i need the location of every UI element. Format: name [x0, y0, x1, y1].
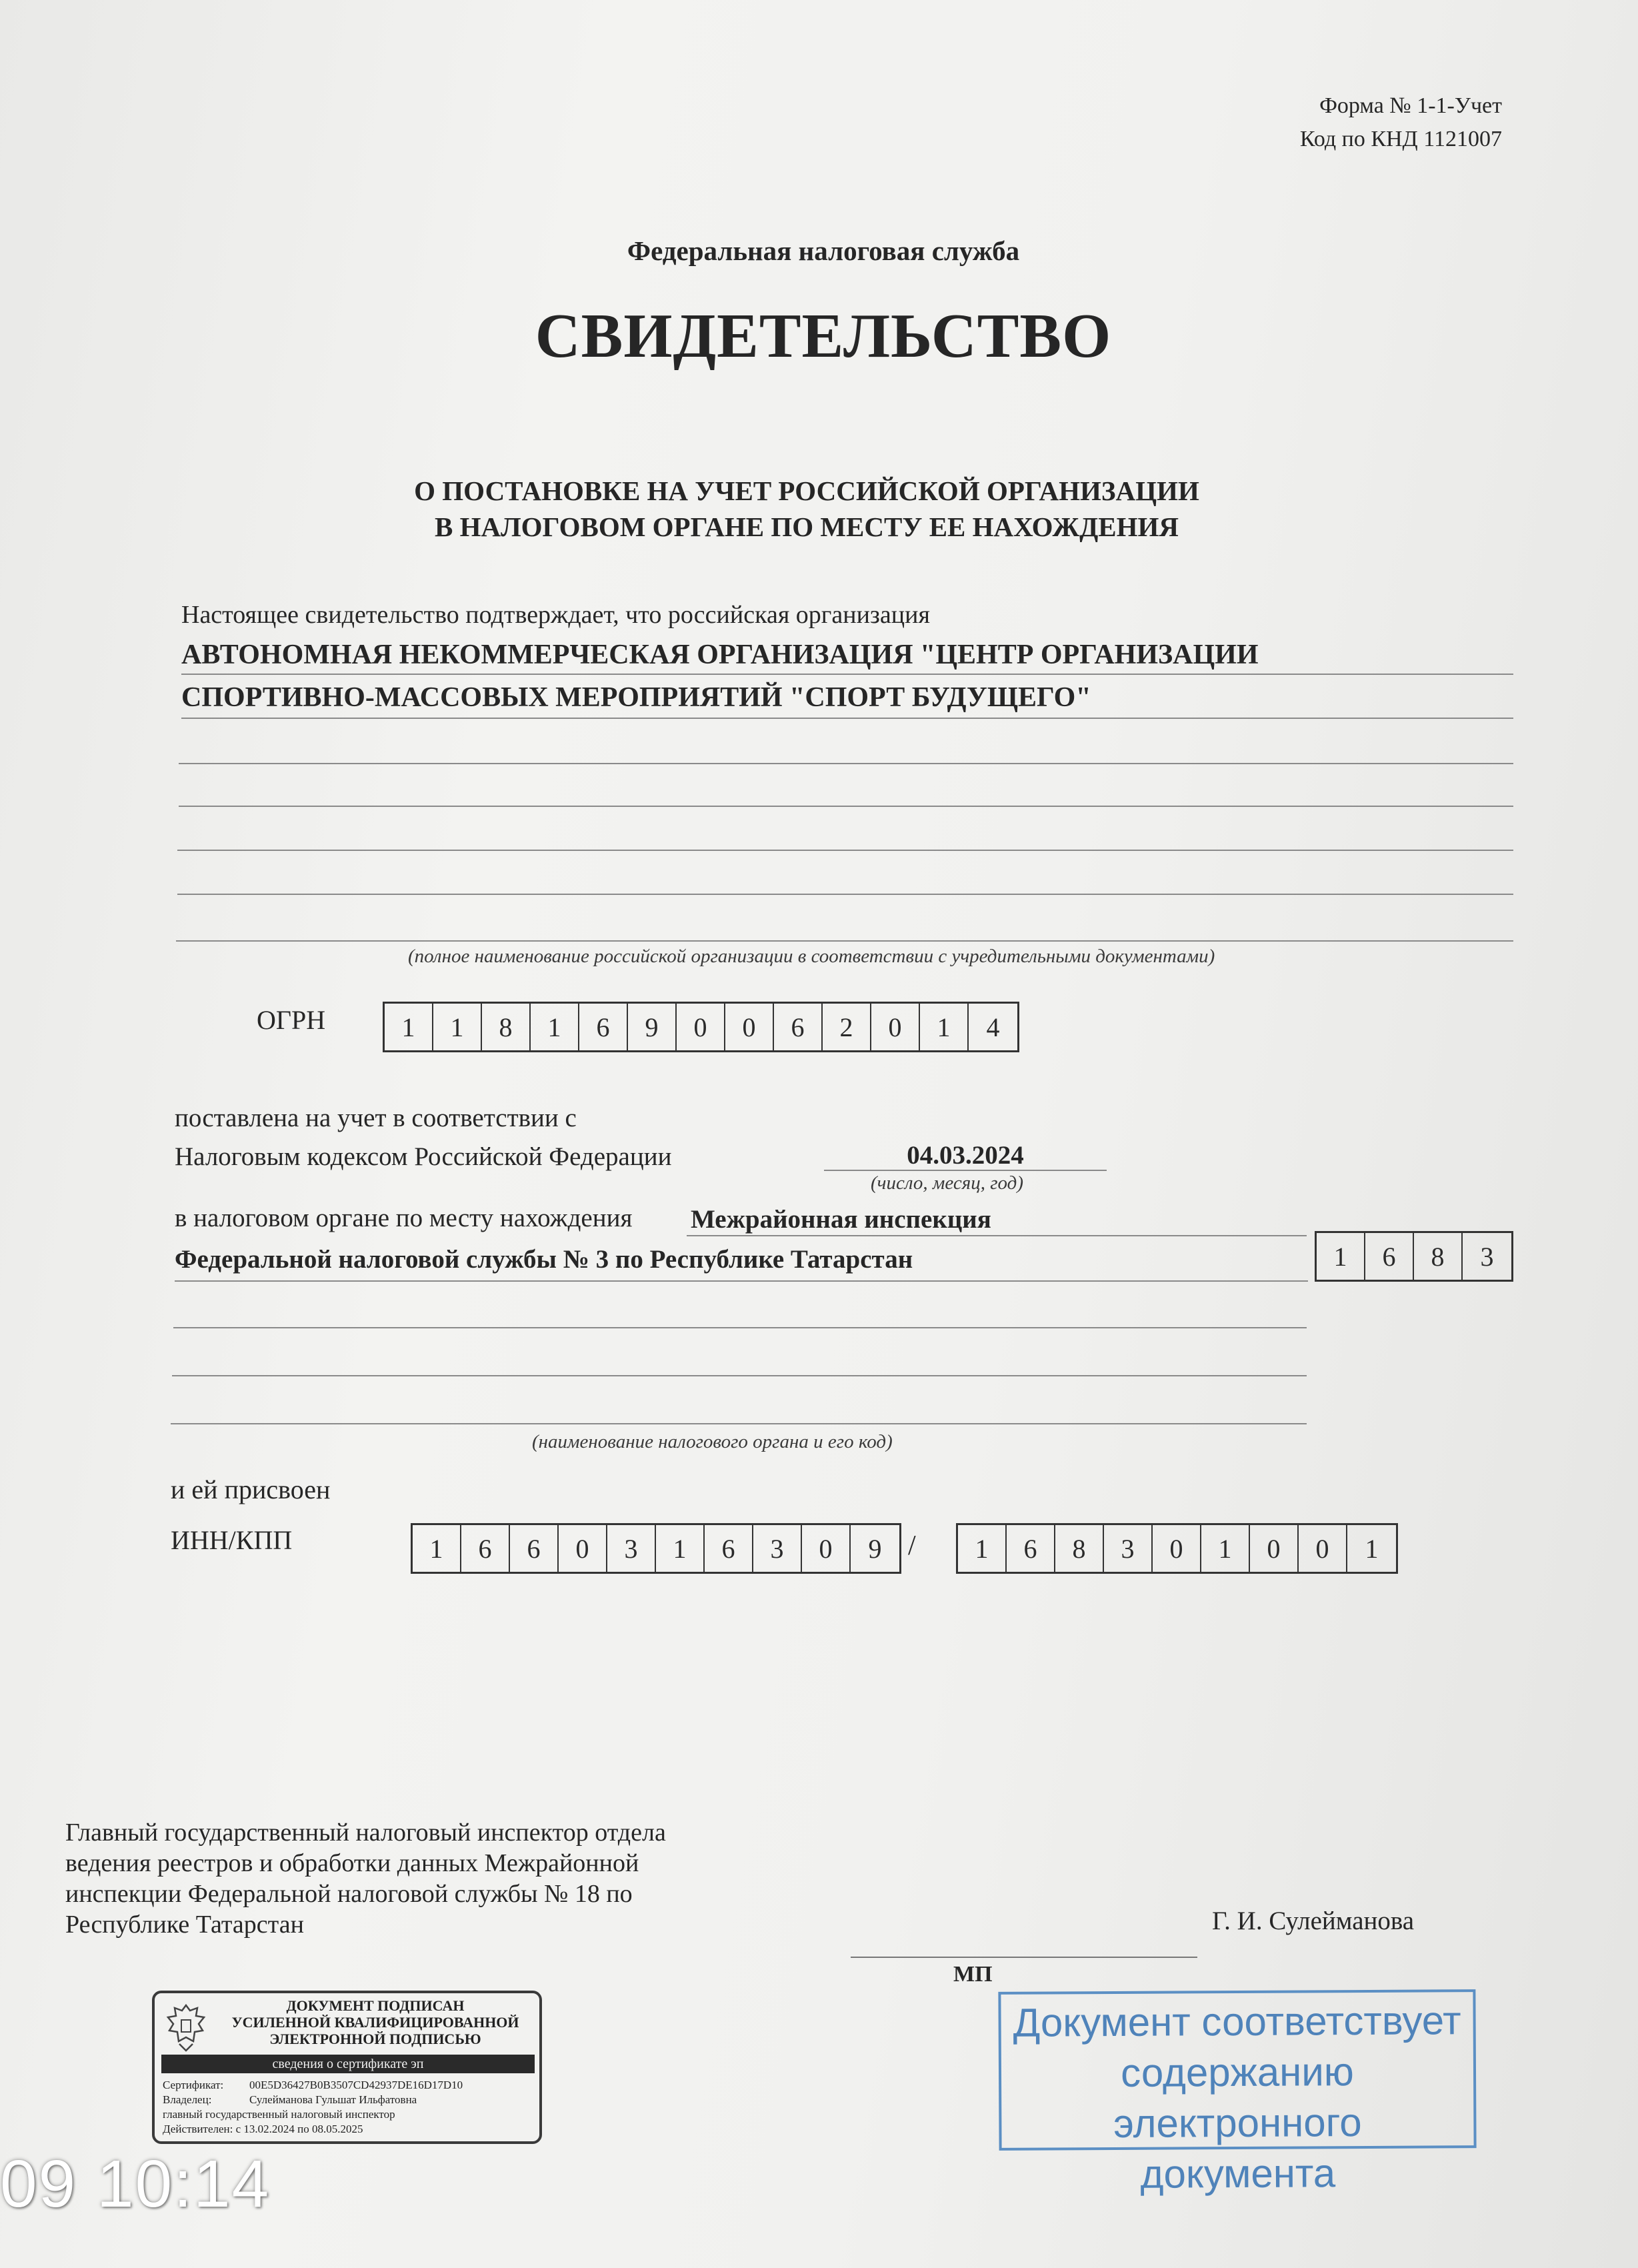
kpp-digit: 6 — [1007, 1525, 1055, 1572]
kpp-digit: 0 — [1153, 1525, 1201, 1572]
inn-digit: 9 — [868, 1533, 882, 1564]
ogrn-digit: 1 — [433, 1004, 482, 1050]
esig-valid-row — [163, 2123, 363, 2136]
organ-line-3 — [173, 1327, 1307, 1328]
esig-owner-value: Сулейманова Гульшат Ильфатовна — [249, 2093, 417, 2106]
esig-position: главный государственный налоговый инспектор — [163, 2108, 395, 2121]
signatory-line-1: Главный государственный налоговый инспектор отдела — [65, 1819, 666, 1847]
ogrn-label: ОГРН — [257, 1005, 326, 1035]
kpp-digit: 0 — [1299, 1525, 1347, 1572]
esig-heading-line-1: ДОКУМЕНТ ПОДПИСАН — [286, 1997, 465, 2014]
org-line-2 — [181, 718, 1513, 719]
signatory-line-2: ведения реестров и обработки данных Межрайонной — [65, 1849, 639, 1877]
photo-timestamp: 09 10:14 — [0, 2147, 271, 2221]
inn-digit: 6 — [461, 1525, 510, 1572]
esig-owner-label: Владелец: — [163, 2093, 212, 2106]
signature-line — [851, 1957, 1197, 1958]
org-line-4 — [179, 806, 1513, 807]
organ-code-digit: 6 — [1365, 1233, 1414, 1280]
registration-line-2: Налоговым кодексом Российской Федерации — [175, 1142, 672, 1171]
kpp-digit: 1 — [1201, 1525, 1250, 1572]
subtitle-line-1: О ПОСТАНОВКЕ НА УЧЕТ РОССИЙСКОЙ ОРГАНИЗАЦИИ — [414, 475, 1199, 506]
inn-kpp-separator: / — [908, 1530, 916, 1561]
organ-name-part-1: Межрайонная инспекция — [691, 1205, 991, 1234]
esig-valid-label: Действителен: — [163, 2123, 233, 2135]
conformity-stamp — [998, 1989, 1476, 2197]
esig-heading — [212, 1997, 539, 2047]
inn-digit: 1 — [656, 1525, 705, 1572]
organ-code-digit: 8 — [1414, 1233, 1463, 1280]
inn-digit: 6 — [705, 1525, 753, 1572]
stamp-line-1: Документ соответствует — [1013, 1998, 1461, 2045]
ogrn-digit: 9 — [628, 1004, 677, 1050]
inn-digit: 3 — [607, 1525, 656, 1572]
stamp-line-3: документа — [1140, 2151, 1336, 2197]
org-line-6 — [177, 894, 1513, 895]
esig-cert-bar: сведения о сертификате эп — [161, 2055, 535, 2073]
ogrn-digit: 6 — [579, 1004, 628, 1050]
organ-line-5 — [171, 1423, 1307, 1424]
ogrn-digit: 1 — [920, 1004, 969, 1050]
organ-caption: (наименование налогового органа и его код) — [532, 1431, 893, 1452]
org-line-1 — [181, 674, 1513, 675]
org-name-line-2: СПОРТИВНО-МАССОВЫХ МЕРОПРИЯТИЙ "СПОРТ БУДУЩЕГО" — [181, 682, 1091, 713]
intro-text: Настоящее свидетельство подтверждает, что российская организация — [181, 601, 930, 629]
page-title: СВИДЕТЕЛЬСТВО — [535, 301, 1112, 371]
coat-of-arms-icon — [163, 2001, 209, 2055]
inn-boxes — [411, 1523, 901, 1574]
mp-label: МП — [953, 1962, 993, 1987]
kpp-digit: 0 — [1250, 1525, 1299, 1572]
inn-kpp-label: ИНН/КПП — [171, 1525, 293, 1555]
ogrn-digit: 8 — [482, 1004, 531, 1050]
ogrn-digit: 1 — [531, 1004, 579, 1050]
ogrn-digit: 4 — [986, 1012, 1000, 1042]
org-line-5 — [177, 850, 1513, 851]
signatory-line-3: инспекции Федеральной налоговой службы № 18 по — [65, 1880, 633, 1908]
org-line-7 — [176, 940, 1513, 942]
ogrn-digit: 1 — [385, 1004, 433, 1050]
organ-name-part-2: Федеральной налоговой службы № 3 по Республике Татарстан — [175, 1245, 913, 1274]
ogrn-digit: 6 — [774, 1004, 823, 1050]
kpp-digit: 3 — [1104, 1525, 1153, 1572]
stamp-line-2: содержанию электронного — [1113, 2049, 1362, 2146]
inn-digit: 6 — [510, 1525, 559, 1572]
organ-prefix: в налоговом органе по месту нахождения — [175, 1204, 633, 1232]
ogrn-digit: 0 — [725, 1004, 774, 1050]
inn-digit: 1 — [413, 1525, 461, 1572]
kpp-digit: 1 — [1365, 1533, 1379, 1564]
esig-cert-row — [163, 2079, 463, 2092]
registration-line-1: поставлена на учет в соответствии с — [175, 1104, 577, 1132]
knd-code: Код по КНД 1121007 — [1299, 127, 1502, 151]
date-line — [824, 1170, 1107, 1171]
agency-name: Федеральная налоговая служба — [627, 235, 1020, 266]
org-line-3 — [179, 763, 1513, 764]
esig-heading-line-3: ЭЛЕКТРОННОЙ ПОДПИСЬЮ — [269, 2031, 481, 2047]
kpp-digit: 8 — [1055, 1525, 1104, 1572]
kpp-boxes — [956, 1523, 1398, 1574]
ogrn-digit: 0 — [677, 1004, 725, 1050]
organ-line-2 — [175, 1280, 1308, 1282]
esig-owner-row — [163, 2093, 417, 2107]
electronic-signature-badge — [152, 1991, 542, 2144]
signatory-line-4: Республике Татарстан — [65, 1911, 304, 1939]
esig-cert-label: Сертификат: — [163, 2079, 224, 2091]
inn-digit: 0 — [559, 1525, 607, 1572]
inn-digit: 0 — [802, 1525, 851, 1572]
registration-date: 04.03.2024 — [907, 1141, 1024, 1170]
kpp-digit: 1 — [958, 1525, 1007, 1572]
assigned-text: и ей присвоен — [171, 1474, 331, 1504]
org-caption: (полное наименование российской организации в соответствии с учредительными документами) — [408, 946, 1215, 967]
organ-code-digit: 3 — [1480, 1241, 1494, 1272]
subtitle-line-2: В НАЛОГОВОМ ОРГАНЕ ПО МЕСТУ ЕЕ НАХОЖДЕНИЯ — [434, 511, 1179, 542]
organ-code-digit: 1 — [1317, 1233, 1365, 1280]
date-caption: (число, месяц, год) — [871, 1172, 1023, 1194]
ogrn-digit: 2 — [823, 1004, 871, 1050]
ogrn-digit: 0 — [871, 1004, 920, 1050]
org-name-line-1: АВТОНОМНАЯ НЕКОММЕРЧЕСКАЯ ОРГАНИЗАЦИЯ "ЦЕНТР ОРГАНИЗАЦИИ — [181, 640, 1259, 670]
organ-line-4 — [172, 1375, 1307, 1376]
organ-code-boxes — [1315, 1231, 1513, 1282]
signatory-name: Г. И. Сулейманова — [1212, 1907, 1415, 1935]
esig-valid-value: с 13.02.2024 по 08.05.2025 — [235, 2123, 363, 2135]
esig-heading-line-2: УСИЛЕННОЙ КВАЛИФИЦИРОВАННОЙ — [231, 2014, 519, 2031]
organ-line-1 — [687, 1235, 1307, 1236]
inn-digit: 3 — [753, 1525, 802, 1572]
ogrn-boxes — [383, 1002, 1019, 1052]
esig-cert-value: 00E5D36427B0B3507CD42937DE16D17D10 — [249, 2079, 463, 2091]
form-number: Форма № 1-1-Учет — [1319, 93, 1502, 118]
